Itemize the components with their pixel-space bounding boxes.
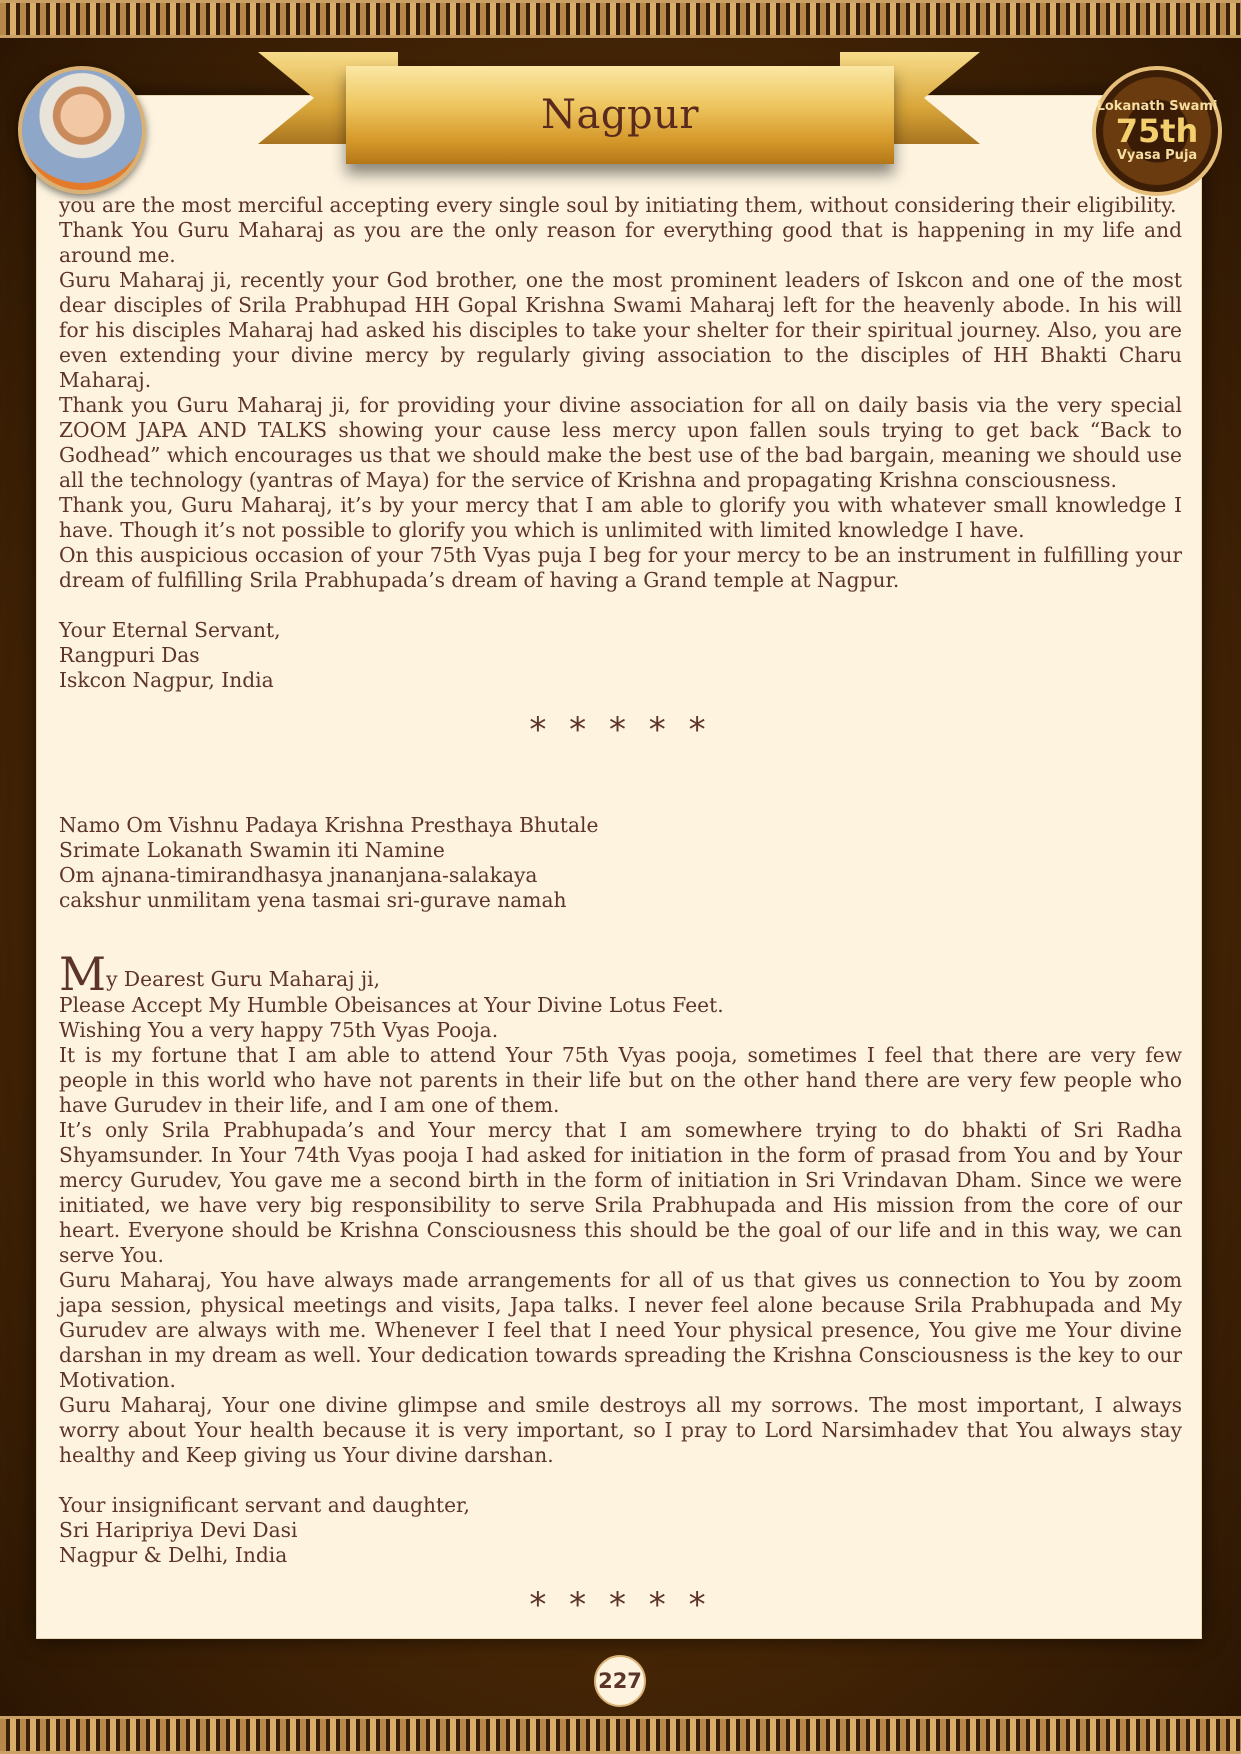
author-location: Iskcon Nagpur, India bbox=[59, 668, 274, 692]
prayer-line: cakshur unmilitam yena tasmai sri-gurave namah bbox=[59, 888, 567, 912]
paragraph: Thank you, Guru Maharaj, it’s by your mercy that I am able to glorify you with whatever small knowledge I have. Though it’s not possible to glorify you which is unlimited with limited knowledge I have. bbox=[59, 493, 1182, 542]
decorative-border-bottom bbox=[0, 1716, 1241, 1754]
paragraph: Thank You Guru Maharaj as you are the only reason for everything good that is happening in my life and around me. bbox=[59, 218, 1182, 267]
prayer-line: Namo Om Vishnu Padaya Krishna Presthaya Bhutale bbox=[59, 813, 599, 837]
title-banner bbox=[346, 66, 894, 164]
paragraph: Guru Maharaj, Your one divine glimpse and smile destroys all my sorrows. The most important, I always worry about Your health because it is very important, so I pray to Lord Narsimhadev that You always stay healthy and Keep giving us Your divine darshan. bbox=[59, 1393, 1182, 1467]
drop-cap: M bbox=[59, 947, 107, 1001]
seal-top-text: Lokanath Swami bbox=[1096, 99, 1218, 114]
salutation-text: y Dearest Guru Maharaj ji, bbox=[106, 967, 381, 991]
section-separator: * * * * * bbox=[529, 710, 712, 750]
signoff: Your Eternal Servant, bbox=[59, 618, 281, 642]
seal-bottom-text: Vyasa Puja bbox=[1116, 148, 1198, 163]
paragraph: It’s only Srila Prabhupada’s and Your mercy that I am somewhere trying to do bhakti of Sri Radha Shyamsunder. In Your 74th Vyas pooja I had asked for initiation in the form of prasad from You and by Your mercy Gurudev, You gave me a second birth in the form of initiation in Sri Vrindavan Dham. Since we were initiated, we have very big responsibility to serve Srila Prabhupada and His mission from the core of our heart. Everyone should be Krishna Consciousness this should be the goal of our life and in this way, we can serve You. bbox=[59, 1118, 1182, 1267]
author-location: Nagpur & Delhi, India bbox=[59, 1543, 288, 1567]
paragraph: Wishing You a very happy 75th Vyas Pooja. bbox=[59, 1018, 499, 1042]
decorative-border-top bbox=[0, 0, 1241, 38]
section-separator: * * * * * bbox=[529, 1585, 712, 1625]
prayer-line: Om ajnana-timirandhasya jnananjana-salakaya bbox=[59, 863, 538, 887]
author-name: Sri Haripriya Devi Dasi bbox=[59, 1518, 298, 1542]
prayer-line: Srimate Lokanath Swamin iti Namine bbox=[59, 838, 445, 862]
paragraph: Please Accept My Humble Obeisances at Your Divine Lotus Feet. bbox=[59, 993, 724, 1017]
seal-number: 75th bbox=[1115, 112, 1199, 150]
letter-content bbox=[59, 193, 1182, 1625]
paragraph: Guru Maharaj ji, recently your God brother, one the most prominent leaders of Iskcon and one of the most dear disciples of Srila Prabhupad HH Gopal Krishna Swami Maharaj left for the heavenly abode. In his will for his disciples Maharaj had asked his disciples to take your shelter for their spiritual journey. Also, you are even extending your divine mercy by regularly giving association to the disciples of HH Bhakti Charu Maharaj. bbox=[59, 268, 1182, 392]
salutation bbox=[59, 947, 1182, 1001]
paragraph: you are the most merciful accepting every single soul by initiating them, without considering their eligibility. bbox=[59, 193, 1177, 217]
paragraph: Thank you Guru Maharaj ji, for providing your divine association for all on daily basis via the very special ZOOM JAPA AND TALKS showing your cause less mercy upon fallen souls trying to get back “Back to Godhead” which encourages us that we should make the best use of the bad bargain, meaning we should use all the technology (yantras of Maya) for the service of Krishna and propagating Krishna consciousness. bbox=[59, 393, 1182, 492]
page-title: Nagpur bbox=[541, 92, 699, 138]
author-name: Rangpuri Das bbox=[59, 643, 200, 667]
paragraph: On this auspicious occasion of your 75th Vyas puja I beg for your mercy to be an instrument in fulfilling your dream of fulfilling Srila Prabhupada’s dream of having a Grand temple at Nagpur. bbox=[59, 543, 1182, 592]
vyasa-puja-seal-logo bbox=[1092, 66, 1222, 196]
page-number: 227 bbox=[594, 1655, 646, 1707]
guru-portrait-avatar bbox=[18, 66, 146, 194]
signoff: Your insignificant servant and daughter, bbox=[59, 1493, 470, 1517]
paragraph: Guru Maharaj, You have always made arrangements for all of us that gives us connection to You by zoom japa session, physical meetings and visits, Japa talks. I never feel alone because Srila Prabhupada and My Gurudev are always with me. Whenever I feel that I need Your physical presence, You give me Your divine darshan in my dream as well. Your dedication towards spreading the Krishna Consciousness is the key to our Motivation. bbox=[59, 1268, 1182, 1392]
paragraph: It is my fortune that I am able to attend Your 75th Vyas pooja, sometimes I feel that there are very few people in this world who have not parents in their life but on the other hand there are very few people who have Gurudev in their life, and I am one of them. bbox=[59, 1043, 1182, 1117]
